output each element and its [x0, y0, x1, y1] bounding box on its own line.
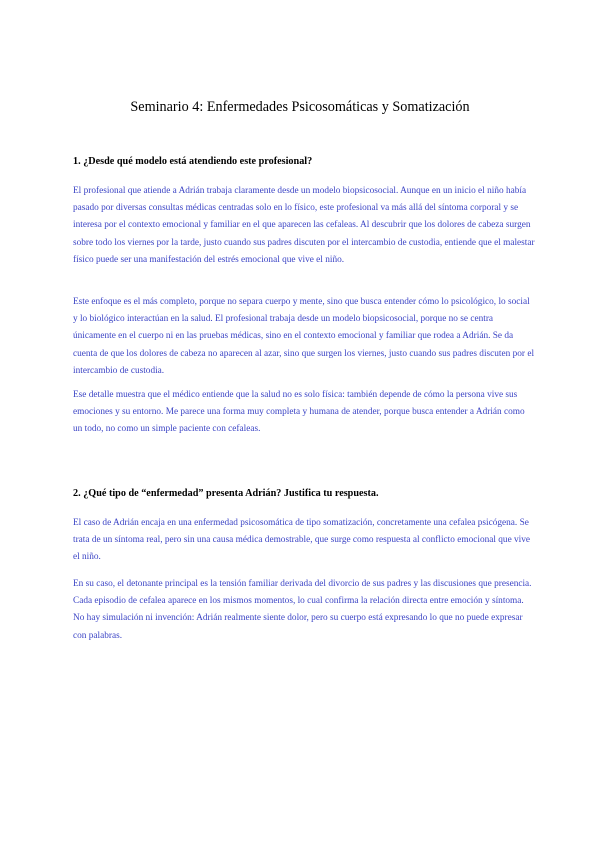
answer-2-paragraph-1: El caso de Adrián encaja en una enfermedad psicosomática de tipo somatización, concretamente una cefalea psicógena. Se trata de un síntoma real, pero sin una causa médica demostrable, que surge como respuesta al conflicto emocional que vive el niño.	[73, 518, 531, 563]
answer-1-paragraph-1: El profesional que atiende a Adrián trabaja claramente desde un modelo biopsicosocial. Aunque en un inicio el niño había pasado por diversas consultas médicas centradas solo en lo físico, este profesional va más allá del síntoma corporal y se interesa por el contexto emocional y familiar en el que aparecen las cefaleas. Al descubrir que los dolores de cabeza surgen sobre todo los viernes por la tarde, justo cuando sus padres discuten por el intercambio de custodia, entiende que el malestar físico puede ser una manifestación del estrés emocional que vive el niño.	[73, 186, 535, 265]
answer-2-paragraph-2: En su caso, el detonante principal es la tensión familiar derivada del divorcio de sus padres y las discusiones que presencia. Cada episodio de cefalea aparece en los mismos momentos, lo cual confirma la relación directa entre emoción y síntoma. No hay simulación ni invención: Adrián realmente siente dolor, pero su cuerpo está expresando lo que no puede expresar con palabras.	[73, 579, 532, 641]
answer-1-paragraph-2: Este enfoque es el más completo, porque no separa cuerpo y mente, sino que busca entender cómo lo psicológico, lo social y lo biológico interactúan en la salud. El profesional trabaja desde un modelo biopsicosocial, porque no se centra únicamente en el cuerpo ni en las pruebas médicas, sino en el contexto emocional y familiar que rodea a Adrián. Se da cuenta de que los dolores de cabeza no aparecen al azar, sino que surgen los viernes, justo cuando sus padres discuten por el intercambio de custodia.	[73, 297, 535, 376]
question-1-heading: 1. ¿Desde qué modelo está atendiendo este profesional?	[73, 156, 313, 167]
question-2-heading: 2. ¿Qué tipo de “enfermedad” presenta Adrián? Justifica tu respuesta.	[73, 488, 379, 499]
answer-1-paragraph-3: Ese detalle muestra que el médico entiende que la salud no es solo física: también depende de cómo la persona vive sus emociones y su entorno. Me parece una forma muy completa y humana de atender, porque busca entender a Adrián como un todo, no como un simple paciente con cefaleas.	[73, 390, 525, 435]
document-title: Seminario 4: Enfermedades Psicosomáticas y Somatización	[130, 99, 470, 115]
